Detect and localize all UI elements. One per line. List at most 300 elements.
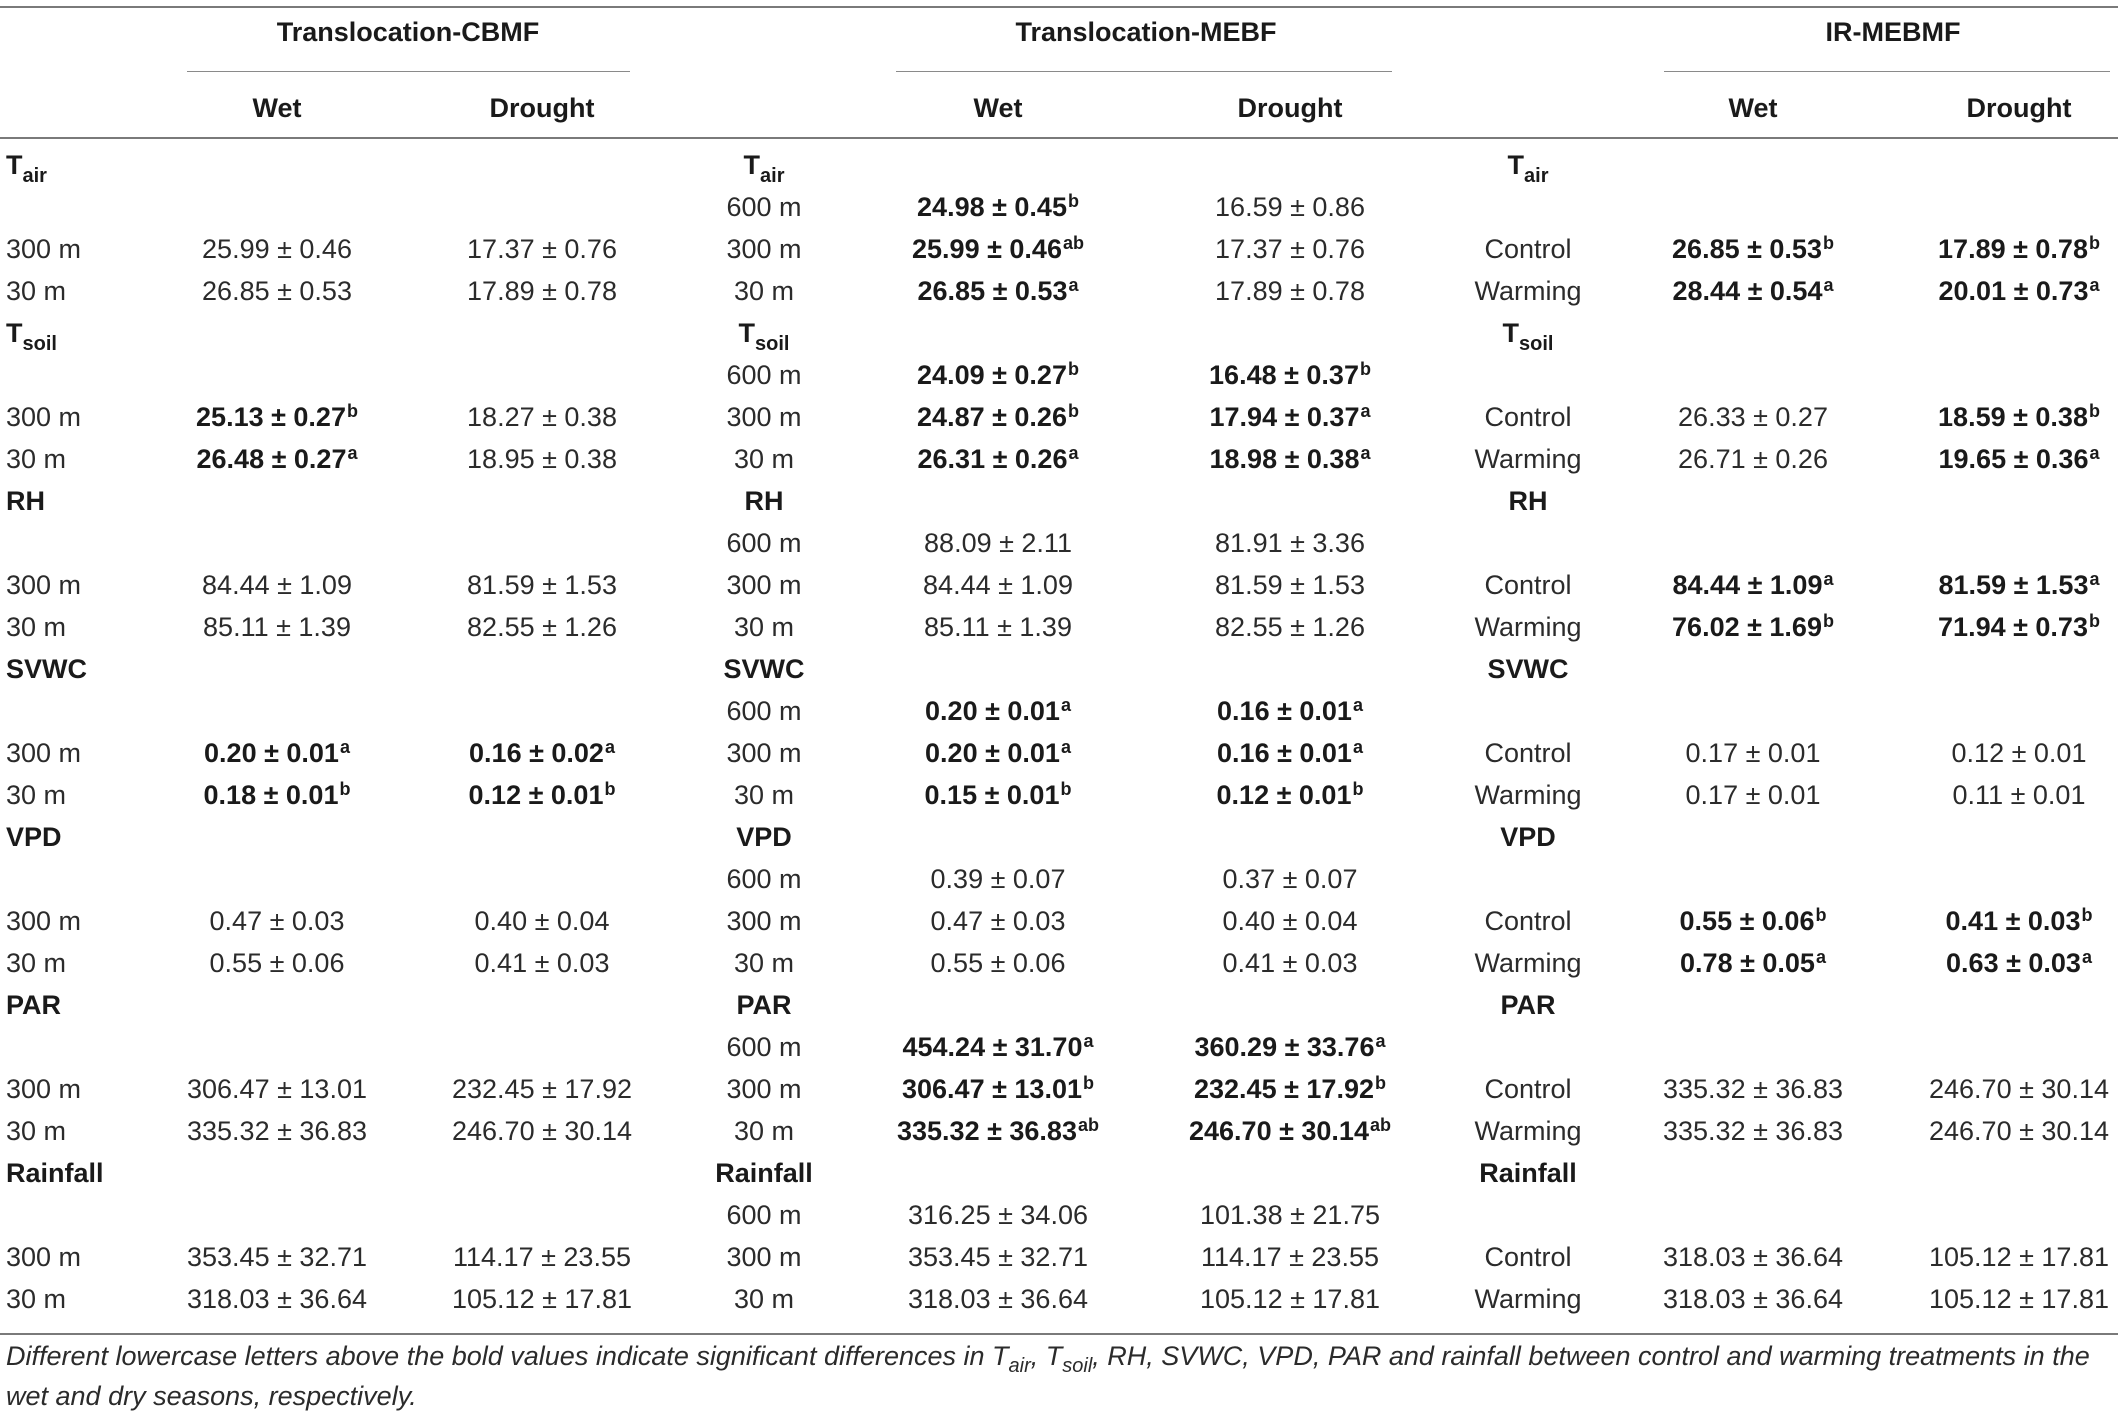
significance-letter: b	[1822, 611, 1834, 631]
significance-letter: b	[2088, 233, 2100, 253]
drought-value	[1215, 189, 1365, 225]
row-label	[726, 189, 801, 225]
wet-value	[1680, 945, 1826, 981]
significance-letter: a	[339, 737, 350, 757]
drought-value	[1210, 441, 1371, 477]
drought-value	[1938, 399, 2100, 435]
group-title	[1826, 14, 1961, 50]
row-label-text: Control	[1484, 1074, 1572, 1104]
row-label	[726, 567, 801, 603]
column-header-drought	[490, 90, 595, 126]
row-label	[1474, 777, 1581, 813]
wet-value-text: 0.39 ± 0.07	[930, 864, 1066, 894]
drought-value-text: 17.89 ± 0.78	[467, 276, 617, 306]
drought-value	[1217, 693, 1363, 729]
significance-letter: b	[604, 779, 616, 799]
row-label	[1484, 1071, 1571, 1107]
drought-value	[452, 1281, 632, 1317]
drought-value	[1223, 945, 1358, 981]
significance-letter: a	[347, 443, 358, 463]
wet-value	[908, 1239, 1088, 1275]
row-label-text: 30 m	[733, 612, 795, 642]
drought-value-text: 18.98 ± 0.38	[1209, 444, 1360, 474]
significance-letter: a	[1060, 695, 1071, 715]
row-label	[6, 777, 66, 813]
row-label-text: 300 m	[6, 1074, 82, 1104]
drought-value-text: 0.12 ± 0.01	[1951, 738, 2087, 768]
row-label	[6, 1281, 66, 1317]
variable-label-text: Rainfall	[715, 1158, 813, 1188]
row-label-text: 30 m	[6, 1116, 67, 1146]
row-label-text: 600 m	[726, 1200, 802, 1230]
variable-label	[1507, 147, 1549, 187]
row-label-text: Warming	[1474, 444, 1582, 474]
drought-value-text: 0.63 ± 0.03	[1946, 948, 2081, 978]
drought-value	[1200, 1281, 1380, 1317]
drought-value-text: 81.59 ± 1.53	[1938, 570, 2089, 600]
wet-value-text: 0.55 ± 0.06	[209, 948, 345, 978]
drought-value	[1946, 903, 2093, 939]
row-label	[726, 525, 801, 561]
variable-label	[1488, 651, 1569, 687]
variable-label	[736, 819, 792, 855]
significance-letter: b	[1067, 359, 1079, 379]
wet-value-text: 0.55 ± 0.06	[930, 948, 1066, 978]
wet-value	[210, 903, 345, 939]
variable-label-subscript: soil	[755, 333, 790, 355]
footnote-subscript: air	[1008, 1355, 1031, 1377]
drought-value-text: 16.48 ± 0.37	[1209, 360, 1359, 390]
column-header-wet	[1728, 90, 1777, 126]
row-label-text: 600 m	[726, 696, 802, 726]
wet-value	[1678, 441, 1828, 477]
footnote-text: , T	[1030, 1341, 1063, 1371]
drought-value-text: 101.38 ± 21.75	[1200, 1200, 1380, 1230]
significance-letter: b	[1815, 905, 1827, 925]
variable-label-subscript: air	[22, 165, 47, 187]
wet-value-text: 24.09 ± 0.27	[917, 360, 1067, 390]
drought-value-text: 81.91 ± 3.36	[1215, 528, 1365, 558]
variable-label	[6, 651, 87, 687]
row-label	[6, 399, 81, 435]
significance-letter: b	[1822, 233, 1834, 253]
drought-value-text: 0.40 ± 0.04	[1222, 906, 1358, 936]
drought-value-text: 105.12 ± 17.81	[452, 1284, 632, 1314]
drought-value-text: 0.16 ± 0.01	[1217, 696, 1352, 726]
row-label	[726, 1197, 801, 1233]
drought-value	[1929, 1113, 2109, 1149]
row-label	[734, 945, 794, 981]
wet-value-text: 318.03 ± 36.64	[908, 1284, 1088, 1314]
drought-value	[1200, 1197, 1380, 1233]
drought-value-text: 0.11 ± 0.01	[1952, 780, 2086, 810]
variable-label-subscript: soil	[22, 333, 57, 355]
wet-value-text: 26.71 ± 0.26	[1678, 444, 1828, 474]
row-label-text: Warming	[1474, 276, 1582, 306]
column-header-drought-text: Drought	[1966, 93, 2072, 123]
significance-letter: b	[346, 401, 358, 421]
wet-value	[918, 441, 1079, 477]
row-label	[1474, 1281, 1581, 1317]
variable-label-text: PAR	[6, 990, 62, 1020]
drought-value-text: 71.94 ± 0.73	[1938, 612, 2088, 642]
row-label-text: 30 m	[733, 1116, 795, 1146]
wet-value-text: 26.85 ± 0.53	[1672, 234, 1822, 264]
variable-label	[743, 147, 785, 187]
significance-letter: a	[1352, 695, 1363, 715]
wet-value	[210, 945, 345, 981]
row-label-text: 30 m	[6, 276, 67, 306]
drought-value-text: 16.59 ± 0.86	[1215, 192, 1365, 222]
drought-value-text: 82.55 ± 1.26	[1215, 612, 1365, 642]
variable-label	[1500, 819, 1556, 855]
drought-value-text: 114.17 ± 23.55	[453, 1242, 631, 1272]
row-label-text: 300 m	[6, 402, 82, 432]
wet-value	[187, 1113, 367, 1149]
wet-value	[918, 273, 1079, 309]
drought-value-text: 0.16 ± 0.01	[1217, 738, 1352, 768]
table-bottom-rule	[0, 1333, 2118, 1335]
wet-value	[1686, 735, 1821, 771]
drought-value	[1952, 735, 2087, 771]
significance-letter: a	[604, 737, 615, 757]
variable-label-subscript: soil	[1519, 333, 1554, 355]
row-label-text: 30 m	[733, 948, 795, 978]
significance-letter: a	[1360, 401, 1371, 421]
column-header-drought	[1967, 90, 2072, 126]
wet-value-text: 318.03 ± 36.64	[187, 1284, 367, 1314]
wet-value	[925, 735, 1071, 771]
row-label	[1484, 567, 1571, 603]
drought-value-text: 0.12 ± 0.01	[1216, 780, 1352, 810]
column-header-wet	[973, 90, 1022, 126]
significance-letter: a	[2089, 275, 2100, 295]
row-label-text: 300 m	[726, 738, 802, 768]
wet-value-text: 26.48 ± 0.27	[196, 444, 347, 474]
drought-value-text: 0.40 ± 0.04	[474, 906, 610, 936]
column-header-wet-text: Wet	[973, 93, 1023, 123]
variable-label	[745, 483, 784, 519]
variable-label	[6, 819, 62, 855]
drought-value	[1929, 1281, 2109, 1317]
row-label	[726, 693, 801, 729]
row-label-text: 30 m	[733, 276, 795, 306]
drought-value	[1210, 399, 1371, 435]
wet-value-text: 0.55 ± 0.06	[1679, 906, 1815, 936]
row-label	[734, 273, 794, 309]
row-label-text: Control	[1484, 234, 1572, 264]
drought-value	[1215, 609, 1365, 645]
drought-value	[1217, 735, 1363, 771]
wet-value	[917, 357, 1079, 393]
variable-label-text: Rainfall	[6, 1158, 104, 1188]
significance-letter: a	[1083, 1031, 1094, 1051]
table-top-rule	[0, 6, 2118, 8]
significance-letter: b	[1374, 1073, 1386, 1093]
drought-value-text: 20.01 ± 0.73	[1938, 276, 2089, 306]
row-label	[734, 609, 794, 645]
variable-label-text: T	[1507, 150, 1525, 180]
variable-label-text: T	[6, 318, 23, 348]
wet-value-text: 0.20 ± 0.01	[925, 696, 1060, 726]
wet-value-text: 316.25 ± 34.06	[908, 1200, 1088, 1230]
drought-value	[1939, 441, 2100, 477]
wet-value-text: 0.18 ± 0.01	[203, 780, 339, 810]
significance-letter: a	[1823, 275, 1834, 295]
variable-label-text: T	[1502, 318, 1520, 348]
variable-label	[6, 315, 57, 355]
wet-value	[187, 1071, 367, 1107]
wet-value	[923, 567, 1073, 603]
drought-value	[1929, 1239, 2109, 1275]
drought-value-text: 0.41 ± 0.03	[1222, 948, 1358, 978]
wet-value	[1686, 777, 1821, 813]
group-header-rule	[187, 71, 630, 72]
drought-value-text: 17.37 ± 0.76	[467, 234, 617, 264]
row-label	[6, 903, 81, 939]
significance-letter: a	[1068, 443, 1079, 463]
drought-value-text: 105.12 ± 17.81	[1200, 1284, 1380, 1314]
drought-value-text: 246.70 ± 30.14	[452, 1116, 632, 1146]
wet-value	[202, 567, 352, 603]
drought-value	[467, 273, 617, 309]
row-label	[6, 609, 66, 645]
drought-value-text: 17.89 ± 0.78	[1215, 276, 1365, 306]
wet-value	[924, 525, 1072, 561]
drought-value	[453, 1239, 631, 1275]
wet-value-text: 335.32 ± 36.83	[1663, 1116, 1843, 1146]
row-label	[1484, 399, 1571, 435]
significance-letter: a	[1352, 737, 1363, 757]
wet-value	[1678, 399, 1828, 435]
wet-value	[196, 399, 358, 435]
wet-value-text: 0.47 ± 0.03	[209, 906, 345, 936]
row-label	[726, 399, 801, 435]
wet-value	[1673, 273, 1834, 309]
wet-value	[931, 903, 1066, 939]
row-label	[726, 735, 801, 771]
wet-value-text: 26.33 ± 0.27	[1678, 402, 1828, 432]
wet-value-text: 26.31 ± 0.26	[917, 444, 1068, 474]
wet-value-text: 0.15 ± 0.01	[924, 780, 1060, 810]
wet-value-text: 0.47 ± 0.03	[930, 906, 1066, 936]
row-label-text: 300 m	[726, 1074, 802, 1104]
row-label-text: 30 m	[733, 780, 795, 810]
row-label	[734, 441, 794, 477]
drought-value	[469, 735, 615, 771]
row-label	[1484, 1239, 1571, 1275]
variable-label	[715, 1155, 813, 1191]
variable-label-text: SVWC	[6, 654, 87, 684]
variable-label	[724, 651, 805, 687]
group-title-text: IR-MEBMF	[1825, 17, 1961, 47]
variable-label	[6, 147, 47, 187]
wet-value	[203, 609, 351, 645]
wet-value	[1663, 1113, 1843, 1149]
drought-value	[1953, 777, 2086, 813]
wet-value	[1663, 1281, 1843, 1317]
wet-value	[197, 441, 358, 477]
row-label	[1474, 945, 1581, 981]
drought-value	[1217, 777, 1364, 813]
wet-value-text: 24.98 ± 0.45	[917, 192, 1067, 222]
row-label	[734, 777, 794, 813]
variable-label-text: RH	[744, 486, 784, 516]
row-label-text: 600 m	[726, 192, 802, 222]
variable-label	[1502, 315, 1554, 355]
significance-letter: b	[1359, 359, 1371, 379]
wet-value-text: 24.87 ± 0.26	[917, 402, 1067, 432]
drought-value-text: 82.55 ± 1.26	[467, 612, 617, 642]
row-label-text: 300 m	[726, 570, 802, 600]
drought-value	[452, 1113, 632, 1149]
drought-value	[1209, 357, 1371, 393]
significance-letter: b	[2088, 401, 2100, 421]
drought-value	[1215, 525, 1365, 561]
row-label	[726, 1029, 801, 1065]
row-label-text: 300 m	[6, 1242, 82, 1272]
drought-value-text: 246.70 ± 30.14	[1189, 1116, 1369, 1146]
wet-value	[903, 1029, 1094, 1065]
variable-label	[6, 483, 45, 519]
group-title-text: Translocation-MEBF	[1015, 17, 1277, 47]
group-title-text: Translocation-CBMF	[276, 17, 540, 47]
variable-label-text: T	[743, 150, 761, 180]
footnote-subscript: soil	[1062, 1355, 1093, 1377]
significance-letter: b	[339, 779, 351, 799]
variable-label	[6, 987, 61, 1023]
drought-value-text: 19.65 ± 0.36	[1938, 444, 2089, 474]
row-label	[6, 567, 81, 603]
wet-value-text: 85.11 ± 1.39	[924, 612, 1072, 642]
drought-value	[467, 567, 617, 603]
significance-letter: b	[2081, 905, 2093, 925]
row-label	[726, 357, 801, 393]
variable-label	[736, 987, 791, 1023]
drought-value	[1939, 273, 2100, 309]
variable-label-text: VPD	[1500, 822, 1556, 852]
wet-value-text: 84.44 ± 1.09	[923, 570, 1073, 600]
row-label-text: 30 m	[6, 444, 67, 474]
wet-value-text: 318.03 ± 36.64	[1663, 1284, 1843, 1314]
drought-value	[467, 609, 617, 645]
row-label-text: Warming	[1474, 1116, 1582, 1146]
wet-value	[1663, 1071, 1843, 1107]
wet-value	[908, 1197, 1088, 1233]
wet-value	[204, 735, 350, 771]
row-label-text: 30 m	[6, 780, 67, 810]
wet-value	[187, 1239, 367, 1275]
footnote-text: Different lowercase letters above the bold values indicate significant differences in T	[6, 1341, 1009, 1371]
variable-label-text: SVWC	[1487, 654, 1569, 684]
wet-value	[917, 399, 1079, 435]
row-label	[726, 903, 801, 939]
row-label-text: 30 m	[6, 948, 67, 978]
wet-value-text: 306.47 ± 13.01	[902, 1074, 1082, 1104]
variable-label-text: RH	[1508, 486, 1548, 516]
drought-value-text: 17.89 ± 0.78	[1938, 234, 2088, 264]
variable-label-text: VPD	[736, 822, 792, 852]
significance-letter: b	[1060, 779, 1072, 799]
significance-letter: b	[1067, 191, 1079, 211]
row-label	[1484, 231, 1571, 267]
drought-value-text: 105.12 ± 17.81	[1929, 1242, 2109, 1272]
drought-value	[1215, 231, 1365, 267]
row-label	[1484, 903, 1571, 939]
footnote-text: , RH, SVWC, VPD, PAR and rainfall between control and warming treatments in the wet and dry seasons, respectively.	[6, 1341, 2090, 1411]
drought-value-text: 18.59 ± 0.38	[1938, 402, 2088, 432]
row-label	[6, 735, 81, 771]
wet-value	[917, 189, 1079, 225]
row-label-text: 30 m	[6, 612, 67, 642]
significance-letter: b	[1082, 1073, 1094, 1093]
drought-value	[1201, 1239, 1379, 1275]
wet-value-text: 26.85 ± 0.53	[917, 276, 1068, 306]
row-label-text: 600 m	[726, 1032, 802, 1062]
row-label	[6, 1239, 81, 1275]
significance-letter: ab	[1369, 1115, 1391, 1135]
variable-label-text: PAR	[736, 990, 792, 1020]
significance-letter: a	[1375, 1031, 1386, 1051]
row-label-text: Control	[1484, 570, 1572, 600]
significance-letter: a	[2081, 947, 2092, 967]
row-label-text: 300 m	[726, 906, 802, 936]
row-label	[1484, 735, 1571, 771]
wet-value-text: 0.17 ± 0.01	[1685, 738, 1821, 768]
drought-value	[1189, 1113, 1391, 1149]
wet-value	[1680, 903, 1827, 939]
significance-letter: a	[1823, 569, 1834, 589]
drought-value-text: 17.94 ± 0.37	[1209, 402, 1360, 432]
drought-value	[467, 441, 617, 477]
wet-value-text: 335.32 ± 36.83	[1663, 1074, 1843, 1104]
drought-value	[1946, 945, 2092, 981]
wet-value-text: 454.24 ± 31.70	[902, 1032, 1083, 1062]
header-bottom-rule	[0, 137, 2118, 139]
row-label-text: 600 m	[726, 360, 802, 390]
variable-label-text: Rainfall	[1479, 1158, 1577, 1188]
row-label-text: 300 m	[6, 234, 82, 264]
column-header-wet-text: Wet	[252, 93, 302, 123]
wet-value-text: 85.11 ± 1.39	[203, 612, 351, 642]
variable-label	[738, 315, 790, 355]
wet-value-text: 25.99 ± 0.46	[202, 234, 352, 264]
row-label	[726, 1239, 801, 1275]
row-label	[6, 945, 66, 981]
drought-value	[1939, 567, 2100, 603]
wet-value	[931, 945, 1066, 981]
row-label	[726, 1071, 801, 1107]
drought-value	[1223, 903, 1358, 939]
drought-value	[467, 399, 617, 435]
row-label-text: 300 m	[6, 906, 82, 936]
significance-letter: b	[2088, 611, 2100, 631]
row-label	[6, 273, 66, 309]
wet-value-text: 0.20 ± 0.01	[204, 738, 339, 768]
wet-value	[1663, 1239, 1843, 1275]
wet-value-text: 25.13 ± 0.27	[196, 402, 346, 432]
variable-label	[1509, 483, 1548, 519]
row-label	[734, 1281, 794, 1317]
row-label	[734, 1113, 794, 1149]
drought-value	[1194, 1071, 1386, 1107]
row-label	[6, 231, 81, 267]
variable-label	[1500, 987, 1555, 1023]
drought-value-text: 0.12 ± 0.01	[468, 780, 604, 810]
variable-label-text: T	[738, 318, 756, 348]
group-title	[277, 14, 540, 50]
wet-value-text: 26.85 ± 0.53	[202, 276, 352, 306]
